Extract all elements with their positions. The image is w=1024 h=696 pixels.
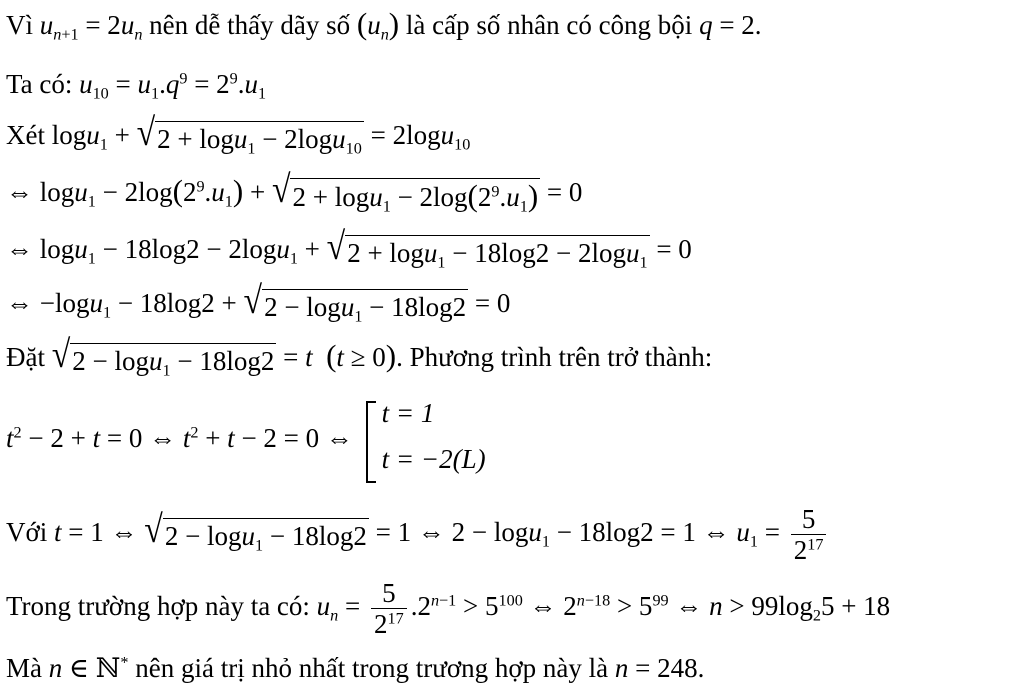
text-voi: Với	[6, 517, 48, 547]
line-3	[6, 111, 471, 158]
formula-equation: logu$_1$ + √ 2 + logu$_1$ − 2logu$_{10}$ = 2logu$_{10}$	[51, 111, 471, 158]
line-11	[6, 652, 704, 684]
formula-n-248: n = 248	[614, 653, 698, 683]
line-2	[6, 68, 267, 103]
formula-n-in-N: n ∈ ℕ*	[48, 653, 129, 683]
text-vi: Vì	[6, 10, 33, 40]
formula-u1: t = 1 ⇔ √ 2 − logu$_1$ − 18log2 = 1 ⇔ 2 − logu$_1$ − 18log2 = 1 ⇔ $u_1$ = $\frac{5}{2^{17}}$	[54, 517, 830, 547]
line-1	[6, 6, 762, 44]
solution-2: t = −2(L)	[381, 443, 486, 474]
solution-1: t = 1	[381, 397, 435, 428]
text-ma: Mà	[6, 653, 42, 683]
period: .	[697, 653, 705, 683]
formula-step3: ⇔ −logu$_1$ − 18log2 + √ 2 − logu$_1$ − 18log2 = 0	[6, 279, 511, 326]
formula-un: $u_n$ = $\frac{5}{2^{17}}$ $.2^{n-1} > 5^{100}$ ⇔ $2^{n-18} > 5^{99}$ ⇔ $n > 99\log_25 + 18$	[316, 578, 891, 640]
formula-substitution: √ 2 − logu$_1$ − 18log2 = t (t ≥ 0)	[51, 333, 397, 380]
text-trong-truong-hop: Trong trường hợp này ta có:	[6, 591, 310, 621]
line-8	[6, 397, 486, 480]
line-6	[6, 279, 511, 326]
text-nen-gia-tri: nên giá trị nhỏ nhất trong trương hợp này là	[135, 653, 609, 683]
period: .	[754, 10, 762, 40]
line-10	[6, 574, 890, 639]
line-4	[6, 168, 583, 216]
formula-sequence: $(u_n)$	[356, 6, 400, 44]
text-la-cap-so-nhan: là cấp số nhân có công bội	[405, 10, 693, 40]
line-9	[6, 500, 830, 565]
text-ta-co: Ta có:	[6, 69, 73, 99]
formula-quadratic: $t^2 - 2 + t = 0$ ⇔ $t^2 + t - 2 = 0$ ⇔	[6, 423, 353, 453]
formula-ratio: q = 2	[699, 10, 755, 40]
formula-u10: $u_{10} = u_1.q^9 = 2^9.u_1$	[79, 69, 267, 103]
text-dat: Đặt	[6, 342, 45, 372]
text-xet: Xét	[6, 120, 45, 150]
formula-step1: ⇔ $\log u_1 - 2\log(2^9.u_1)$ + √ $2 + \log u_1 - 2\log(2^9.u_1)$ = 0	[6, 168, 583, 216]
text-phuong-trinh: . Phương trình trên trở thành:	[396, 342, 713, 372]
line-5	[6, 225, 692, 272]
formula-step2: ⇔ logu$_1$ − 18log2 − 2logu$_1$ + √ 2 + logu$_1$ − 18log2 − 2logu$_1$ = 0	[6, 225, 692, 272]
text-ne-de-thay: nên dễ thấy dãy số	[149, 10, 351, 40]
formula-recurrence: $u_{n+1} = 2u_n$	[39, 10, 143, 44]
line-7	[6, 333, 713, 380]
